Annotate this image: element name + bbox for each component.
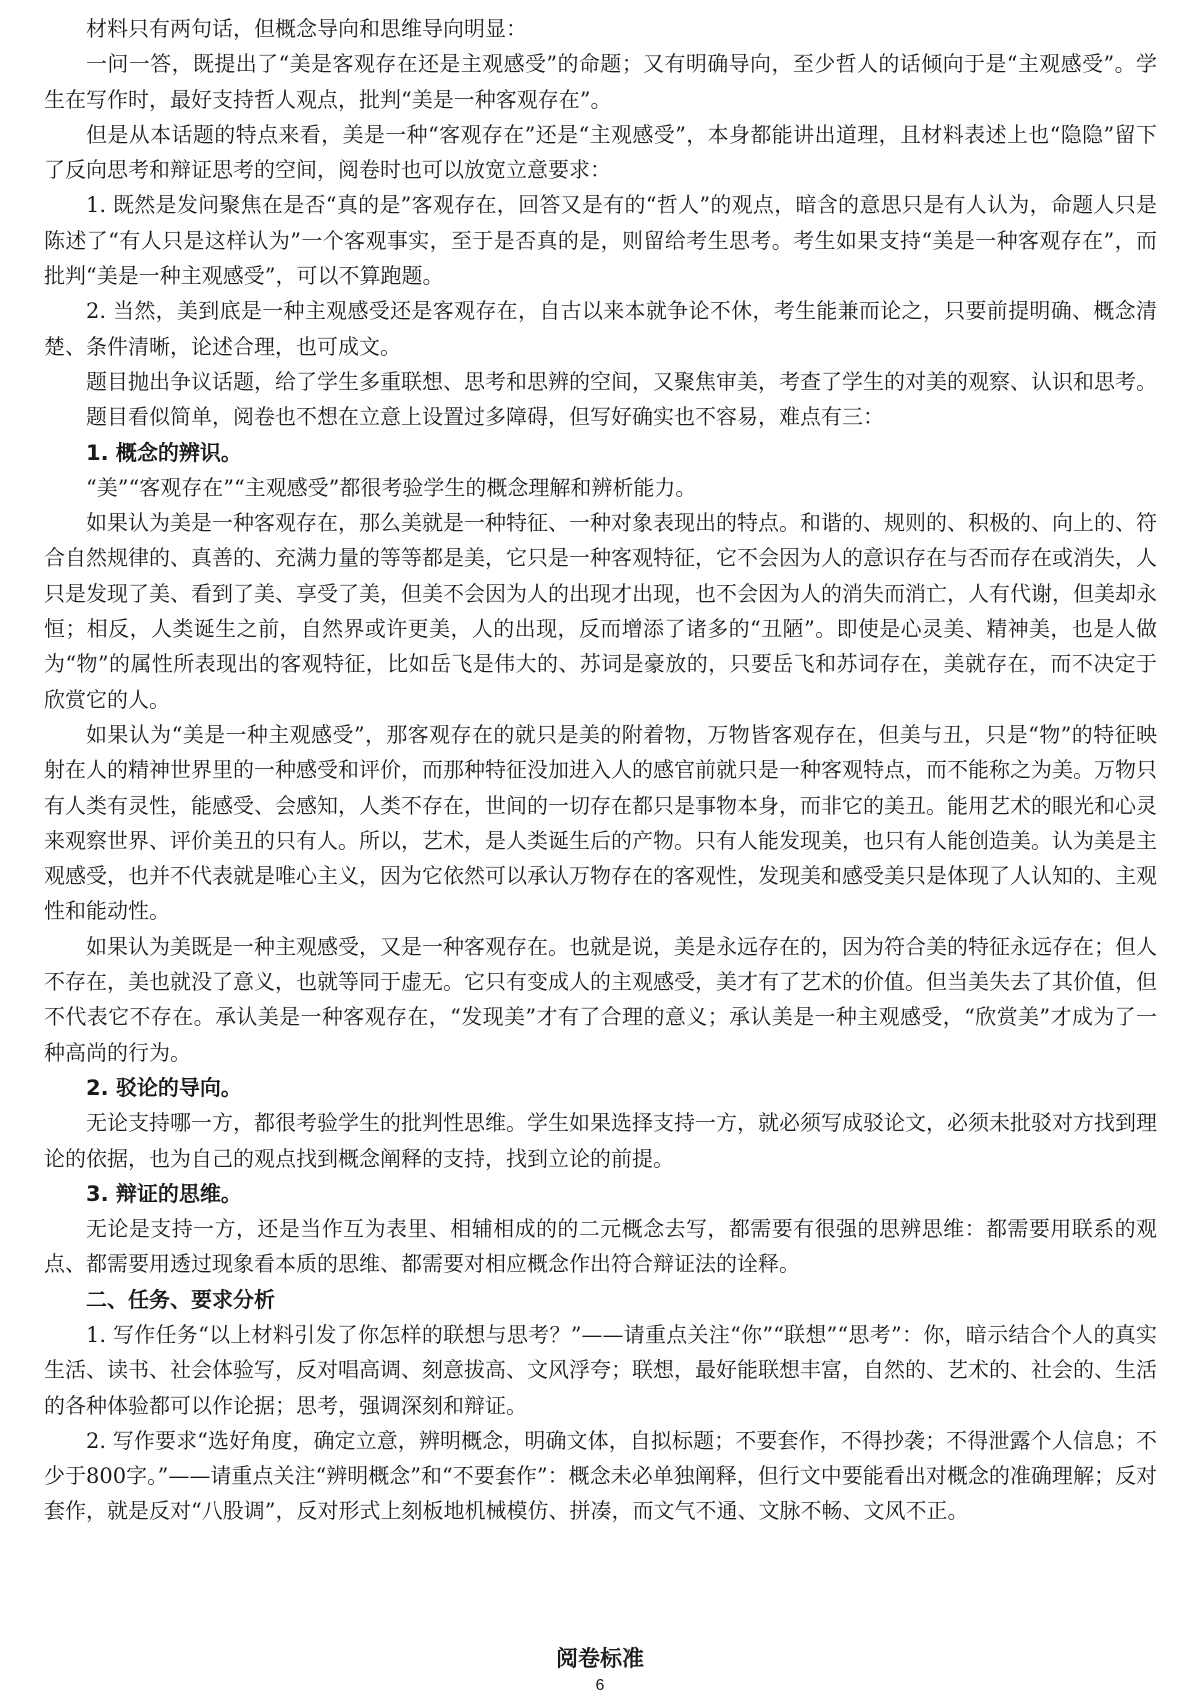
paragraph-requirements: 2. 写作要求“选好角度，确定立意，辨明概念，明确文体，自拟标题；不要套作，不得抄袭；不得泄露个人信息；不少于800字。”——请重点关注“辨明概念”和“不要套作”：概念未必单独阐释，但行文中要能看出对概念的准确理解；反对套作，就是反对“八股调”，反对形式上刻板地机械模仿、拼凑，而文气不通、文脉不畅、文风不正。 [44, 1428, 1157, 1524]
heading-dialectic: 3. 辩证的思维。 [86, 1181, 242, 1206]
paragraph-intro: 材料只有两句话，但概念导向和思维导向明显： [86, 17, 527, 41]
paragraph-task: 1. 写作任务“以上材料引发了你怎样的联想与思考？”——请重点关注“你”“联想”“思考”：你，暗示结合个人的真实生活、读书、社会体验写，反对唱高调、刻意拔高、文风浮夸；联想，最好能联想丰富，自然的、艺术的、社会的、生活的各种体验都可以作论据；思考，强调深刻和辩证。 [44, 1322, 1157, 1418]
paragraph-refutation: 无论支持哪一方，都很考验学生的批判性思维。学生如果选择支持一方，就必须写成驳论文，必须未批驳对方找到理论的依据，也为自己的观点找到概念阐释的支持，找到立论的前提。 [44, 1111, 1157, 1171]
paragraph-summary: 题目抛出争议话题，给了学生多重联想、思考和思辨的空间，又聚焦审美，考查了学生的对美的观察、认识和思考。 [86, 369, 1157, 394]
paragraph-objective: 如果认为美是一种客观存在，那么美就是一种特征、一种对象表现出的特点。和谐的、规则的、积极的、向上的、符合自然规律的、真善的、充满力量的等等都是美，它只是一种客观特征，它不会因为人的意识存在与否而存在或消失，人只是发现了美、看到了美、享受了美，但美不会因为人的出现才出现，也不会因为人的消失而消亡，人有代谢，但美却永恒；相反，人类诞生之前，自然界或许更美，人的出现，反而增添了诸多的“丑陋”。即使是心灵美、精神美，也是人做为“物”的属性所表现出的客观特征，比如岳飞是伟大的、苏词是豪放的，只要岳飞和苏词存在，美就存在，而不决定于欣赏它的人。 [44, 511, 1157, 712]
heading-concept: 1. 概念的辨识。 [86, 440, 242, 465]
page-number: 6 [595, 1677, 605, 1694]
paragraph-qa: 一问一答，既提出了“美是客观存在还是主观感受”的命题；又有明确导向，至少哲人的话倾向于是“主观感受”。学生在写作时，最好支持哲人观点，批判“美是一种客观存在”。 [44, 52, 1157, 112]
document-body [44, 12, 1157, 1530]
paragraph-concept-intro: “美”“客观存在”“主观感受”都很考验学生的概念理解和辨析能力。 [86, 475, 697, 500]
section-title: 阅卷标准 [555, 1647, 644, 1672]
heading-task-analysis: 二、任务、要求分析 [86, 1287, 275, 1312]
paragraph-point-2: 2. 当然，美到底是一种主观感受还是客观存在，自古以来本就争论不休，考生能兼而论之，只要前提明确、概念清楚、条件清晰，论述合理，也可成文。 [44, 299, 1157, 359]
paragraph-point-1: 1. 既然是发问聚焦在是否“真的是”客观存在，回答又是有的“哲人”的观点，暗含的意思只是有人认为，命题人只是陈述了“有人只是这样认为”一个客观事实，至于是否真的是，则留给考生思考。考生如果支持“美是一种客观存在”，而批判“美是一种主观感受”，可以不算跑题。 [44, 193, 1157, 289]
paragraph-difficulties: 题目看似简单，阅卷也不想在立意上设置过多障碍，但写好确实也不容易，难点有三： [86, 405, 884, 430]
paragraph-dialectic: 无论是支持一方，还是当作互为表里、相辅相成的的二元概念去写，都需要有很强的思辨思维：都需要用联系的观点、都需要用透过现象看本质的思维、都需要对相应概念作出符合辩证法的诠释。 [44, 1217, 1157, 1277]
paragraph-both: 如果认为美既是一种主观感受，又是一种客观存在。也就是说，美是永远存在的，因为符合美的特征永远存在；但人不存在，美也就没了意义，也就等同于虚无。它只有变成人的主观感受，美才有了艺术的价值。但当美失去了其价值，但不代表它不存在。承认美是一种客观存在，“发现美”才有了合理的意义；承认美是一种主观感受，“欣赏美”才成为了一种高尚的行为。 [44, 934, 1157, 1065]
paragraph-subjective: 如果认为“美是一种主观感受”，那客观存在的就只是美的附着物，万物皆客观存在，但美与丑，只是“物”的特征映射在人的精神世界里的一种感受和评价，而那种特征没加进入人的感官前就只是一种客观特点，而不能称之为美。万物只有人类有灵性，能感受、会感知，人类不存在，世间的一切存在都只是事物本身，而非它的美丑。能用艺术的眼光和心灵来观察世界、评价美丑的只有人。所以，艺术，是人类诞生后的产物。只有人能发现美，也只有人能创造美。认为美是主观感受，也并不代表就是唯心主义，因为它依然可以承认万物存在的客观性，发现美和感受美只是体现了人认知的、主观性和能动性。 [44, 722, 1157, 924]
paragraph-scope: 但是从本话题的特点来看，美是一种“客观存在”还是“主观感受”，本身都能讲出道理，且材料表述上也“隐隐”留下了反向思考和辩证思考的空间，阅卷时也可以放宽立意要求： [44, 122, 1157, 183]
heading-refutation: 2. 驳论的导向。 [86, 1075, 242, 1100]
